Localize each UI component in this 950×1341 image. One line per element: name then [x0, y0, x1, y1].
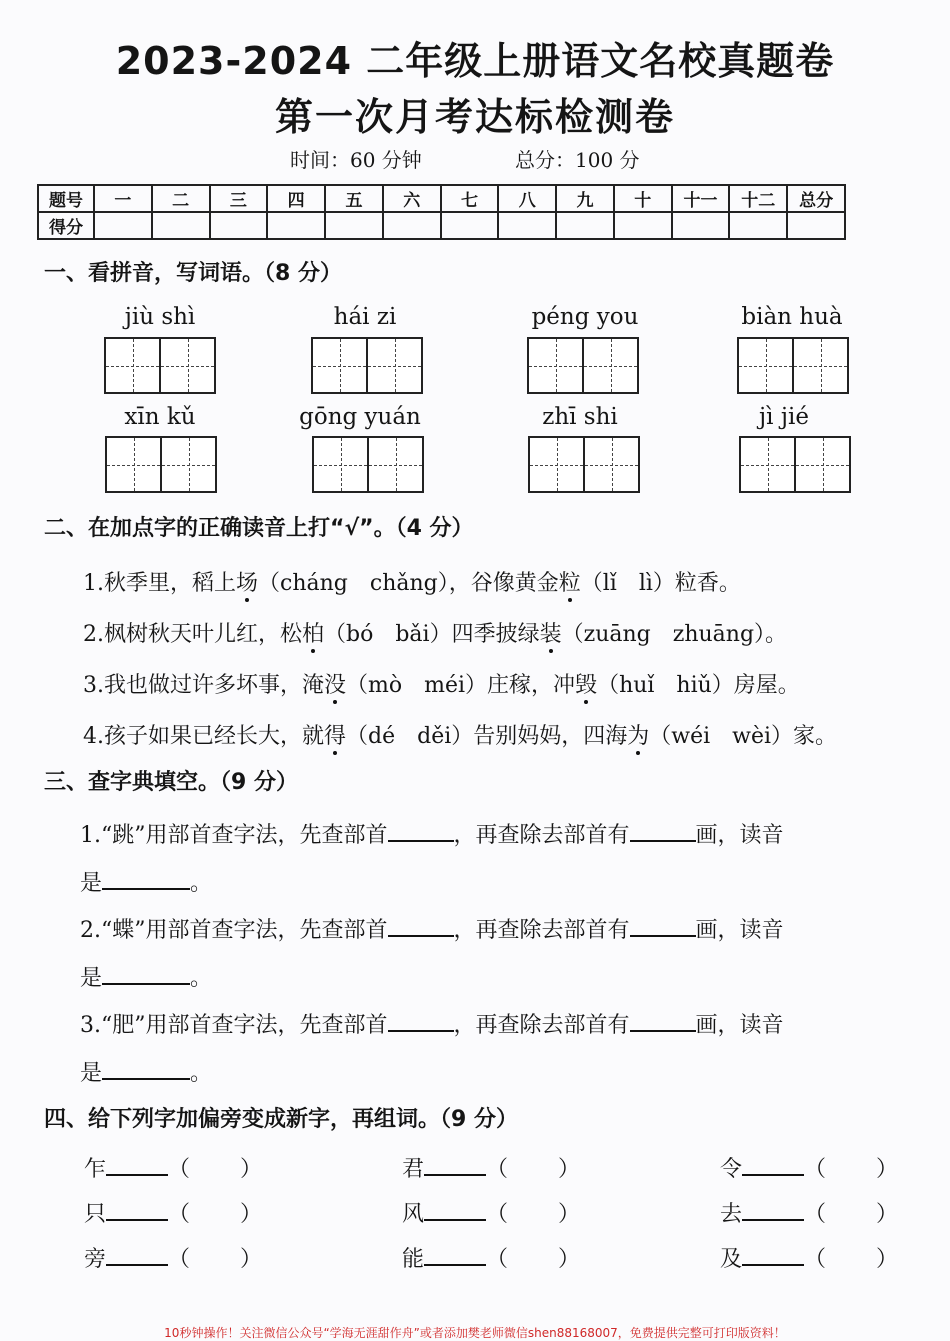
writing-grid[interactable] [527, 337, 639, 394]
paren-close: ） [876, 1247, 899, 1272]
writing-grid[interactable] [311, 337, 423, 394]
pinyin-label: jiù shì [124, 304, 196, 330]
answer-blank[interactable] [102, 866, 190, 890]
score-cell[interactable] [210, 212, 268, 239]
score-header-cell: 五 [325, 185, 383, 212]
answer-blank[interactable] [388, 818, 454, 842]
score-header-cell: 题号 [38, 185, 94, 212]
answer-blank[interactable] [630, 913, 696, 937]
question-text: 是 [80, 1061, 103, 1086]
answer-blank[interactable] [102, 1056, 190, 1080]
reading-options[interactable]: （dé děi）告别妈妈，四海 [346, 724, 628, 749]
base-char: 乍 [84, 1157, 107, 1182]
dotted-char: 柏 [302, 622, 325, 647]
exam-title: 2023-2024 二年级上册语文名校真题卷 [115, 39, 835, 83]
question-text: ，再查除去部首有 [453, 1013, 630, 1038]
base-char: 去 [720, 1202, 743, 1227]
question-text: 3.我也做过许多坏事，淹 [83, 673, 324, 698]
dictionary-question-cont [80, 1056, 212, 1087]
score-header-cell: 六 [383, 185, 441, 212]
score-cell[interactable] [383, 212, 441, 239]
base-char: 令 [720, 1157, 743, 1182]
reading-options[interactable]: （lǐ lì）粒香。 [580, 571, 741, 596]
question-text: 3.“肥”用部首查字法，先查部首 [80, 1013, 388, 1038]
paren-close: ） [240, 1202, 263, 1227]
dictionary-question-cont [80, 866, 212, 897]
pinyin-label: biàn huà [741, 304, 843, 330]
question-text: 1.秋季里，稻上 [83, 571, 236, 596]
dotted-char: 得 [324, 724, 347, 749]
question-text: ，再查除去部首有 [453, 918, 630, 943]
section2-title: 二、在加点字的正确读音上打“√”。（4 分） [44, 516, 474, 541]
score-header-cell: 四 [267, 185, 325, 212]
score-table-header-row [38, 185, 845, 212]
score-header-cell: 八 [498, 185, 556, 212]
answer-blank[interactable] [388, 913, 454, 937]
paren-close: ） [876, 1157, 899, 1182]
dictionary-question [80, 913, 784, 944]
question-text: 是 [80, 966, 103, 991]
dotted-char: 场 [236, 571, 259, 596]
paren-open: （ [168, 1247, 191, 1272]
answer-blank[interactable] [630, 818, 696, 842]
radical-item [720, 1197, 898, 1228]
question-text: 是 [80, 871, 103, 896]
score-cell[interactable] [556, 212, 614, 239]
pronunciation-question [83, 668, 800, 699]
dotted-char: 毁 [575, 673, 598, 698]
new-char-blank[interactable] [424, 1152, 486, 1176]
pinyin-label: zhī shi [542, 404, 618, 430]
radical-item [84, 1152, 262, 1183]
base-char: 君 [402, 1157, 425, 1182]
score-header-cell: 十一 [672, 185, 730, 212]
radical-item [720, 1152, 898, 1183]
question-text: ，再查除去部首有 [453, 823, 630, 848]
writing-grid[interactable] [104, 337, 216, 394]
question-text: 画，读音 [695, 918, 784, 943]
base-char: 只 [84, 1202, 107, 1227]
score-header-cell: 七 [441, 185, 499, 212]
writing-grid[interactable] [737, 337, 849, 394]
score-cell[interactable] [152, 212, 210, 239]
dotted-char: 没 [324, 673, 347, 698]
exam-total-score: 总分：100 分 [515, 148, 640, 172]
paren-open: （ [486, 1202, 509, 1227]
pinyin-label: jì jié [759, 404, 809, 430]
new-char-blank[interactable] [106, 1197, 168, 1221]
score-header-cell: 总分 [787, 185, 845, 212]
question-text: 2.“蝶”用部首查字法，先查部首 [80, 918, 388, 943]
question-text: 。 [190, 1061, 213, 1086]
pinyin-label: péng you [531, 304, 639, 330]
score-cell[interactable] [94, 212, 152, 239]
new-char-blank[interactable] [424, 1197, 486, 1221]
score-cell[interactable] [441, 212, 499, 239]
score-row-label: 得分 [38, 212, 94, 239]
question-text: 画，读音 [695, 823, 784, 848]
reading-options[interactable]: （mò méi）庄稼，冲 [346, 673, 576, 698]
paren-open: （ [804, 1157, 827, 1182]
question-text: 。 [190, 966, 213, 991]
question-text: 。 [190, 871, 213, 896]
section4-title: 四、给下列字加偏旁变成新字，再组词。（9 分） [44, 1107, 518, 1132]
base-char: 风 [402, 1202, 425, 1227]
paren-close: ） [558, 1157, 581, 1182]
score-cell[interactable] [498, 212, 556, 239]
paren-close: ） [558, 1247, 581, 1272]
question-text: 2.枫树秋天叶儿红，松 [83, 622, 302, 647]
pinyin-label: gōng yuán [299, 404, 421, 430]
score-cell[interactable] [729, 212, 787, 239]
section3-title: 三、查字典填空。（9 分） [44, 770, 298, 795]
paren-close: ） [240, 1247, 263, 1272]
score-cell[interactable] [787, 212, 845, 239]
paren-open: （ [486, 1247, 509, 1272]
paren-open: （ [168, 1157, 191, 1182]
new-char-blank[interactable] [742, 1197, 804, 1221]
paren-open: （ [804, 1247, 827, 1272]
dotted-char: 装 [539, 622, 562, 647]
paren-open: （ [486, 1157, 509, 1182]
paren-close: ） [240, 1157, 263, 1182]
dictionary-question-cont [80, 961, 212, 992]
score-cell[interactable] [614, 212, 672, 239]
reading-options[interactable]: （cháng chǎng），谷像黄金 [258, 571, 559, 596]
dictionary-question [80, 818, 784, 849]
paren-open: （ [804, 1202, 827, 1227]
new-char-blank[interactable] [106, 1152, 168, 1176]
exam-subtitle: 第一次月考达标检测卷 [274, 95, 675, 139]
writing-grid[interactable] [739, 436, 851, 493]
score-header-cell: 一 [94, 185, 152, 212]
radical-item [720, 1242, 898, 1273]
score-header-cell: 十 [614, 185, 672, 212]
paren-open: （ [168, 1202, 191, 1227]
radical-item [402, 1242, 580, 1273]
pronunciation-question [83, 719, 837, 750]
exam-time: 时间：60 分钟 [290, 148, 422, 172]
answer-blank[interactable] [630, 1008, 696, 1032]
score-header-cell: 三 [210, 185, 268, 212]
reading-options[interactable]: （zuāng zhuāng）。 [561, 622, 788, 647]
pinyin-label: hái zi [333, 304, 397, 330]
base-char: 能 [402, 1247, 425, 1272]
score-table [37, 184, 846, 240]
footer-notice: 10秒钟操作！关注微信公众号“学海无涯甜作舟”或者添加樊老师微信shen88168007，免费提供完整可打印版资料！ [164, 1326, 786, 1340]
score-header-cell: 九 [556, 185, 614, 212]
paren-close: ） [876, 1202, 899, 1227]
score-cell[interactable] [325, 212, 383, 239]
paren-close: ） [558, 1202, 581, 1227]
writing-grid[interactable] [312, 436, 424, 493]
pronunciation-question [83, 617, 787, 648]
pinyin-label: xīn kǔ [124, 404, 196, 430]
reading-options[interactable]: （wéi wèi）家。 [649, 724, 838, 749]
answer-blank[interactable] [102, 961, 190, 985]
reading-options[interactable]: （huǐ hiǔ）房屋。 [597, 673, 800, 698]
writing-grid[interactable] [105, 436, 217, 493]
dictionary-question [80, 1008, 784, 1039]
new-char-blank[interactable] [106, 1242, 168, 1266]
score-header-cell: 二 [152, 185, 210, 212]
question-text: 4.孩子如果已经长大，就 [83, 724, 324, 749]
score-table-score-row [38, 212, 845, 239]
dotted-char: 为 [627, 724, 650, 749]
radical-item [84, 1197, 262, 1228]
writing-grid[interactable] [528, 436, 640, 493]
new-char-blank[interactable] [742, 1242, 804, 1266]
score-cell[interactable] [267, 212, 325, 239]
question-text: 画，读音 [695, 1013, 784, 1038]
dotted-char: 粒 [558, 571, 581, 596]
base-char: 及 [720, 1247, 743, 1272]
reading-options[interactable]: （bó bǎi）四季披绿 [324, 622, 540, 647]
base-char: 旁 [84, 1247, 107, 1272]
score-header-cell: 十二 [729, 185, 787, 212]
answer-blank[interactable] [388, 1008, 454, 1032]
new-char-blank[interactable] [424, 1242, 486, 1266]
radical-item [402, 1197, 580, 1228]
new-char-blank[interactable] [742, 1152, 804, 1176]
radical-item [402, 1152, 580, 1183]
question-text: 1.“跳”用部首查字法，先查部首 [80, 823, 388, 848]
pronunciation-question [83, 566, 741, 597]
radical-item [84, 1242, 262, 1273]
score-cell[interactable] [672, 212, 730, 239]
section1-title: 一、看拼音，写词语。（8 分） [44, 261, 342, 286]
